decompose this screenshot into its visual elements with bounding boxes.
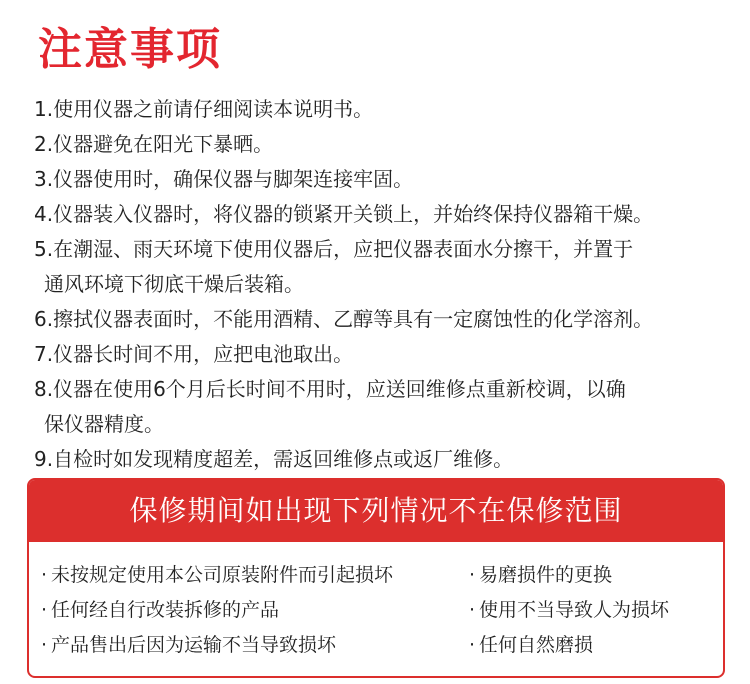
warranty-item-text: 易磨损件的更换: [479, 564, 613, 586]
bullet: ·: [469, 564, 476, 586]
warranty-item-text: 未按规定使用本公司原装附件而引起损坏: [51, 564, 394, 586]
note-item-3: [34, 162, 734, 197]
warranty-item: [469, 628, 669, 663]
warranty-item-text: 任何经自行改装拆修的产品: [51, 599, 280, 621]
warranty-header: 保修期间如出现下列情况不在保修范围: [29, 480, 723, 542]
warranty-list-left: [41, 558, 393, 663]
warranty-item-text: 产品售出后因为运输不当导致损坏: [51, 634, 337, 656]
note-item-2: [34, 127, 734, 162]
bullet: ·: [469, 634, 476, 656]
warranty-item-text: 使用不当导致人为损坏: [479, 599, 670, 621]
note-item-7: [34, 337, 734, 372]
note-item-6: [34, 302, 734, 337]
warranty-item: [41, 593, 393, 628]
note-text: 3.仪器使用时，确保仪器与脚架连接牢固。: [34, 167, 414, 191]
note-text: 8.仪器在使用6个月后长时间不用时，应送回维修点重新校调，以确: [34, 377, 626, 401]
bullet: ·: [469, 599, 476, 621]
warranty-item: [41, 558, 393, 593]
note-continuation: 通风环境下彻底干燥后装箱。: [44, 272, 304, 296]
note-text: 5.在潮湿、雨天环境下使用仪器后，应把仪器表面水分擦干，并置于: [34, 237, 634, 261]
warranty-item-text: 任何自然磨损: [479, 634, 594, 656]
warranty-item: [41, 628, 393, 663]
note-text: 6.擦拭仪器表面时，不能用酒精、乙醇等具有一定腐蚀性的化学溶剂。: [34, 307, 654, 331]
notes-list: [34, 92, 734, 477]
note-text: 9.自检时如发现精度超差，需返回维修点或返厂维修。: [34, 447, 514, 471]
note-item-8: [34, 372, 734, 442]
note-text: 1.使用仪器之前请仔细阅读本说明书。: [34, 97, 374, 121]
bullet: ·: [41, 634, 48, 656]
warranty-list-right: [469, 558, 669, 663]
note-item-4: [34, 197, 734, 232]
note-text: 2.仪器避免在阳光下暴晒。: [34, 132, 274, 156]
bullet: ·: [41, 599, 48, 621]
bullet: ·: [41, 564, 48, 586]
note-text: 4.仪器装入仪器时，将仪器的锁紧开关锁上，并始终保持仪器箱干燥。: [34, 202, 654, 226]
note-item-9: [34, 442, 734, 477]
warranty-item: [469, 593, 669, 628]
note-text: 7.仪器长时间不用，应把电池取出。: [34, 342, 354, 366]
warranty-item: [469, 558, 669, 593]
note-item-1: [34, 92, 734, 127]
warranty-exclusions-box: [27, 478, 725, 678]
note-continuation: 保仪器精度。: [44, 412, 164, 436]
note-item-5: [34, 232, 734, 302]
page-title: 注意事项: [38, 24, 222, 75]
